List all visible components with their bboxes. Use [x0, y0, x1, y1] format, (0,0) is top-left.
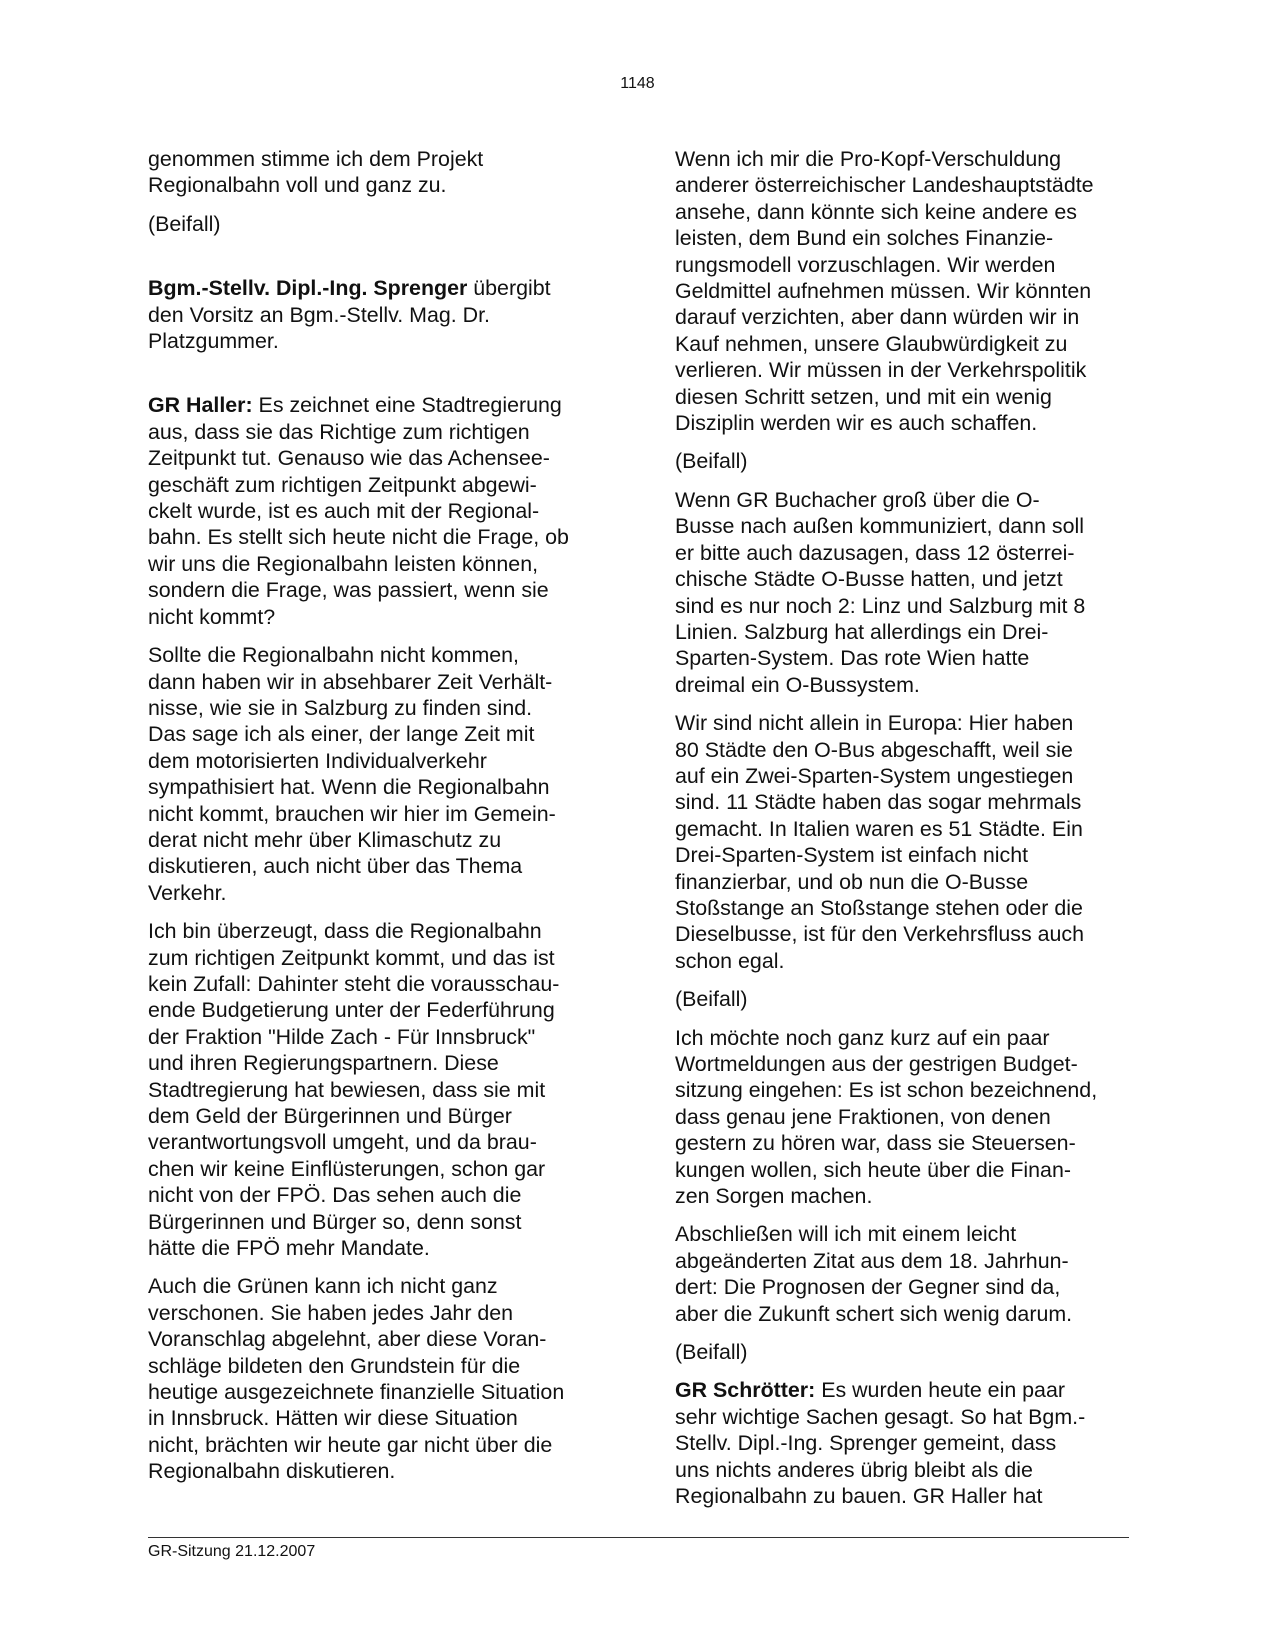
footer-session-date: GR-Sitzung 21.12.2007 — [148, 1543, 316, 1560]
paragraph: genommen stimme ich dem Projekt Regionalbahn voll und ganz zu. — [148, 147, 484, 198]
paragraph-text: Es wurden heute ein paar sehr wichtige Sachen gesagt. So hat Bgm.- Stellv. Dipl.-Ing. Sprenger gemeint, dass uns nichts anderes übrig bleibt als die Regionalbahn zu bauen. GR Haller hat — [675, 1378, 1086, 1509]
page-number: 1148 — [620, 75, 655, 92]
paragraph: Ich bin überzeugt, dass die Regionalbahn zum richtigen Zeitpunkt kommt, und das ist kein Zufall: Dahinter steht die vorausschau- ende Budgetierung unter der Federführung der Fraktion "Hilde Zach - Für Innsbruck" und ihren Regierungspartnern. Diese Stadtregierung hat bewiesen, dass sie mit dem Geld der Bürgerinnen und Bürger verantwortungsvoll umgeht, und da brau- chen wir keine Einflüsterungen, schon gar nicht von der FPÖ. Das sehen auch die Bürgerinnen und Bürger so, denn sonst hätte die FPÖ mehr Mandate. — [148, 919, 560, 1261]
applause-note: (Beifall) — [148, 211, 221, 236]
right-column — [675, 146, 1135, 1522]
speaker-paragraph — [148, 392, 608, 630]
speaker-paragraph — [148, 275, 608, 354]
paragraph-text: übergibt den Vorsitz an Bgm.-Stellv. Mag. Dr. Platzgummer. — [148, 276, 551, 354]
paragraph-text: Es zeichnet eine Stadtregierung aus, dass sie das Richtige zum richtigen Zeitpunkt tut. Genauso wie das Achensee- geschäft zum richtigen Zeitpunkt abgewi- ckelt wurde, ist es auch mit der Regional- bahn. Es stellt sich heute nicht die Frage, ob wir uns die Regionalbahn leisten können, sondern die Frage, was passiert, wenn sie nicht kommt? — [148, 393, 569, 629]
paragraph: Wenn GR Buchacher groß über die O- Busse nach außen kommuniziert, dann soll er bitte auch dazusagen, dass 12 österrei- chische Städte O-Busse hatten, und jetzt sind es nur noch 2: Linz und Salzburg mit 8 Linien. Salzburg hat allerdings ein Drei- Sparten-System. Das rote Wien hatte dreimal ein O-Bussystem. — [675, 487, 1086, 697]
paragraph: Wir sind nicht allein in Europa: Hier haben 80 Städte den O-Bus abgeschafft, weil sie auf ein Zwei-Sparten-System ungestiegen sind. 11 Städte haben das sogar mehrmals gemacht. In Italien waren es 51 Städte. Ein Drei-Sparten-System ist einfach nicht finanzierbar, und ob nun die O-Busse Stoßstange an Stoßstange stehen oder die Dieselbusse, ist für den Verkehrsfluss auch schon egal. — [675, 711, 1085, 973]
speaker-name: Bgm.-Stellv. Dipl.-Ing. Sprenger — [148, 276, 468, 301]
speaker-name: GR Haller: — [148, 393, 253, 418]
paragraph: Abschließen will ich mit einem leicht abgeänderten Zitat aus dem 18. Jahrhun- dert: Die Prognosen der Gegner sind da, aber die Zukunft schert sich wenig darum. — [675, 1222, 1073, 1326]
speaker-name: GR Schrötter: — [675, 1378, 816, 1403]
speaker-paragraph — [675, 1377, 1135, 1509]
paragraph: Wenn ich mir die Pro-Kopf-Verschuldung anderer österreichischer Landeshauptstädte ansehe, dann könnte sich keine andere es leisten, dem Bund ein solches Finanzie- rungsmodell vorzuschlagen. Wir werden Geldmittel aufnehmen müssen. Wir könnten darauf verzichten, aber dann würden wir in Kauf nehmen, unsere Glaubwürdigkeit zu verlieren. Wir müssen in der Verkehrspolitik diesen Schritt setzen, und mit ein wenig Disziplin werden wir es auch schaffen. — [675, 147, 1094, 436]
applause-note: (Beifall) — [675, 987, 748, 1012]
footer-divider — [148, 1537, 1129, 1538]
applause-note: (Beifall) — [675, 1340, 748, 1365]
applause-note: (Beifall) — [675, 449, 748, 474]
left-column — [148, 146, 608, 1497]
paragraph: Auch die Grünen kann ich nicht ganz verschonen. Sie haben jedes Jahr den Voranschlag abgelehnt, aber diese Voran- schläge bildeten den Grundstein für die heutige ausgezeichnete finanzielle Situation in Innsbruck. Hätten wir diese Situation nicht, brächten wir heute gar nicht über die Regionalbahn diskutieren. — [148, 1274, 565, 1484]
paragraph: Sollte die Regionalbahn nicht kommen, dann haben wir in absehbarer Zeit Verhält- nisse, wie sie in Salzburg zu finden sind. Das sage ich als einer, der lange Zeit mit dem motorisierten Individualverkehr sympathisiert hat. Wenn die Regionalbahn nicht kommt, brauchen wir hier im Gemein- derat nicht mehr über Klimaschutz zu diskutieren, auch nicht über das Thema Verkehr. — [148, 643, 556, 905]
paragraph: Ich möchte noch ganz kurz auf ein paar Wortmeldungen aus der gestrigen Budget- sitzung eingehen: Es ist schon bezeichnend, dass genau jene Fraktionen, von denen gestern zu hören war, dass sie Steuersen- kungen wollen, sich heute über die Finan- zen Sorgen machen. — [675, 1025, 1098, 1209]
